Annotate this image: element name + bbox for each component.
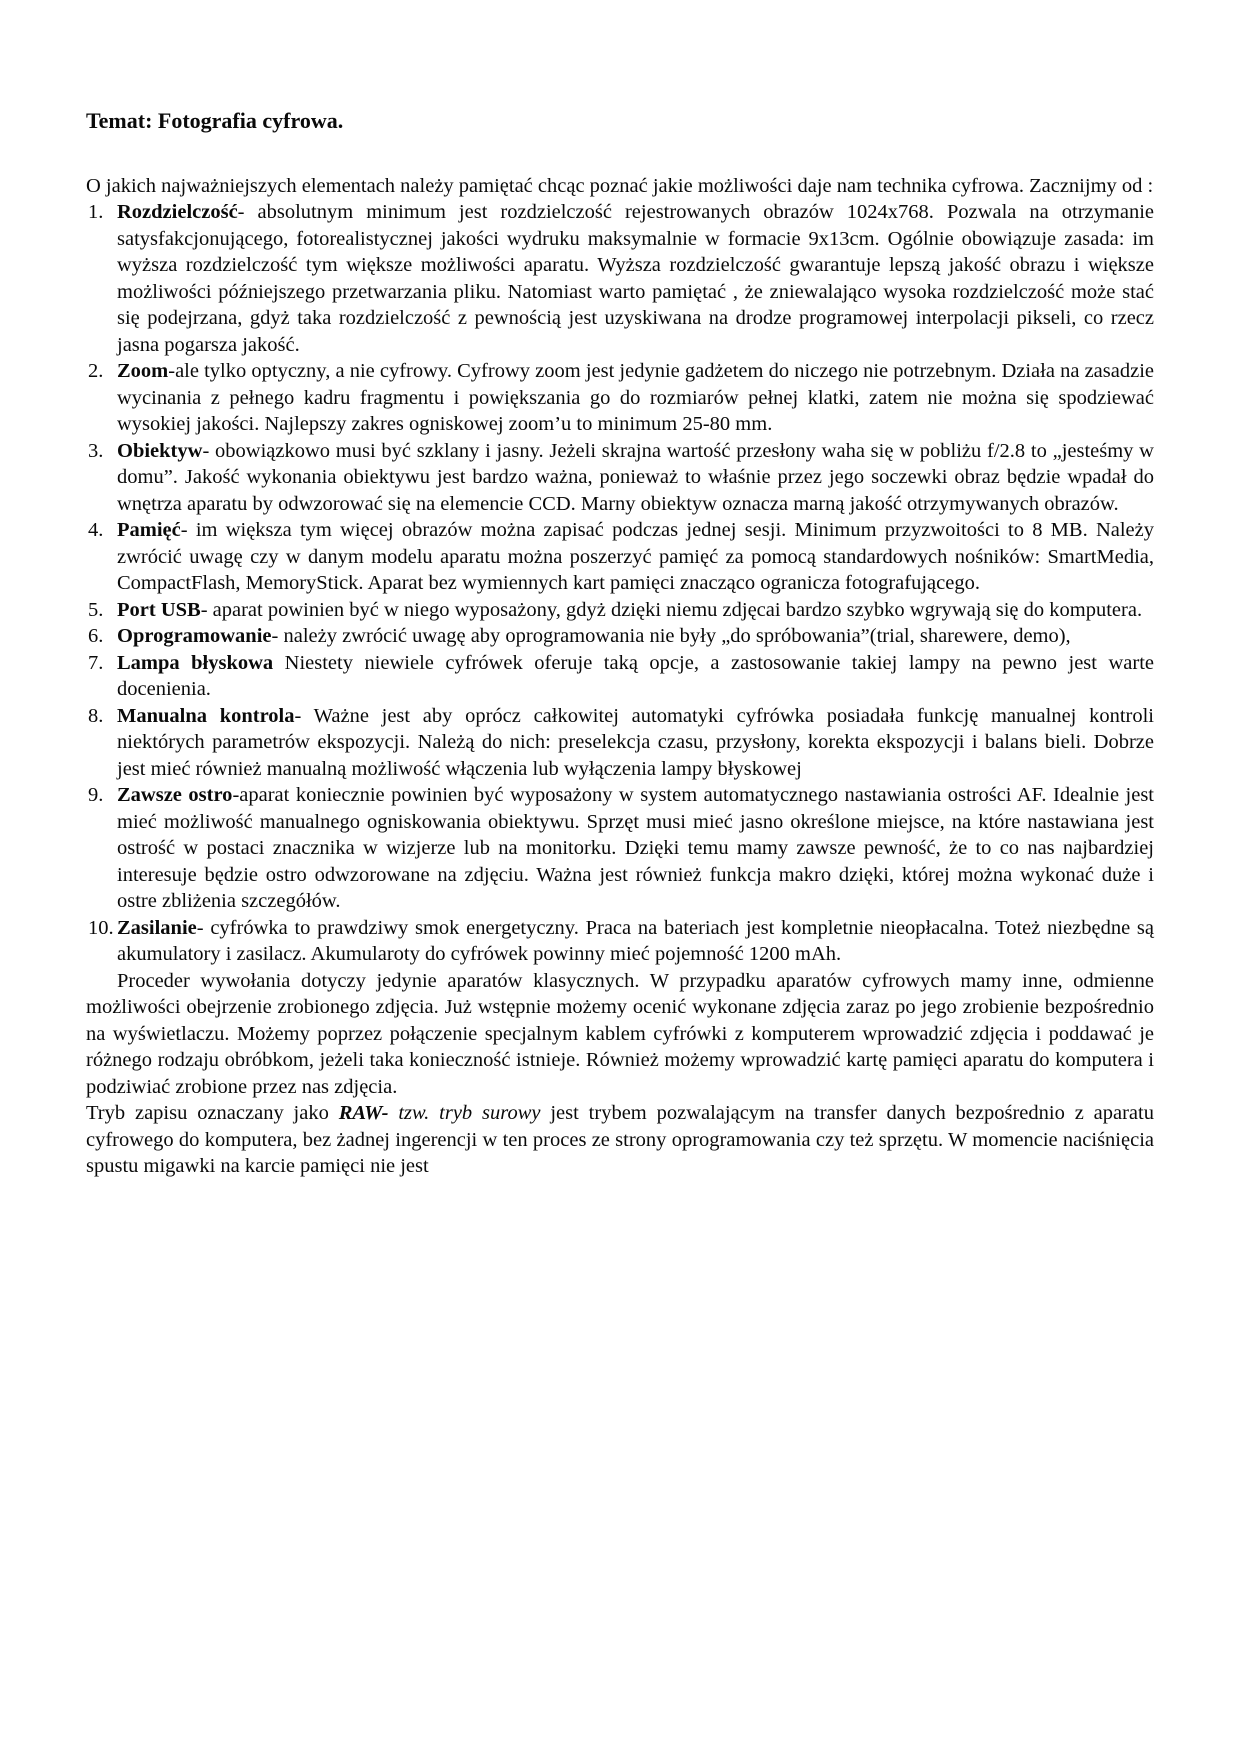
raw-italic-text: tzw. tryb surowy <box>388 1102 541 1124</box>
item-term: Rozdzielczość <box>117 201 238 223</box>
list-item-oprogramowanie <box>86 623 1154 650</box>
item-number: 6. <box>88 625 104 647</box>
item-text: - absolutnym minimum jest rozdzielczość rejestrowanych obrazów 1024x768. Pozwala na otrzymanie satysfakcjonującego, fotorealistycznej jakości wydruku maksymalnie w formacie 9x13cm. Ogólnie obowiązuje zasada: im wyższa rozdzielczość tym większe możliwości aparatu. Wyższa rozdzielczość gwarantuje lepszą jakość obrazu i większe możliwości późniejszego przetwarzania pliku. Natomiast warto pamiętać , że zniewalająco wysoka rozdzielczość może stać się podejrzana, gdyż taka rozdzielczość z pewnością jest uzyskiwana na drodze programowej interpolacji pikseli, co rzecz jasna pogarsza jakość. <box>117 201 1154 356</box>
item-number: 5. <box>88 598 104 621</box>
raw-term: RAW- <box>338 1102 389 1124</box>
list-item-zasilanie <box>86 915 1154 968</box>
item-term: Zoom <box>117 360 169 382</box>
item-number: 8. <box>88 704 104 727</box>
item-number: 3. <box>88 439 104 462</box>
item-text: Niestety niewiele cyfrówek oferuje taką opcje, a zastosowanie takiej lampy na pewno jest warte docenienia. <box>117 651 1154 700</box>
item-term: Obiektyw <box>117 439 203 462</box>
item-number: 4. <box>88 519 104 541</box>
item-term: Lampa błyskowa <box>117 651 274 674</box>
item-text: - Ważne jest aby oprócz całkowitej automatyki cyfrówka posiadała funkcję manualnej kontroli niektórych parametrów ekspozycji. Należą do nich: preselekcja czasu, przysłony, korekta ekspozycji i balans bieli. Dobrze jest mieć również manualną możliwość włączenia lub wyłączenia lampy błyskowej <box>117 704 1154 780</box>
item-text: - aparat powinien być w niego wyposażony, gdyż dzięki niemu zdjęcai bardzo szybko wgrywają się do komputera. <box>200 598 1143 621</box>
list-item-zawsze-ostro <box>86 782 1154 915</box>
item-text: - cyfrówka to prawdziwy smok energetyczny. Praca na bateriach jest kompletnie nieopłacalna. Toteż niezbędne są akumulatory i zasilacz. Akumularoty do cyfrówek powinny mieć pojemność 1200 mAh. <box>117 916 1154 965</box>
list-item-rozdzielczosc <box>86 199 1154 358</box>
paragraph-raw <box>86 1100 1154 1180</box>
list-item-zoom <box>86 358 1154 438</box>
list-item-port-usb <box>86 597 1154 624</box>
item-term: Oprogramowanie <box>117 625 272 647</box>
intro-paragraph: O jakich najważniejszych elementach należy pamiętać chcąc poznać jakie możliwości daje nam technika cyfrowa. Zacznijmy od : <box>86 174 1154 197</box>
paragraph-develop: Proceder wywołania dotyczy jedynie aparatów klasycznych. W przypadku aparatów cyfrowych mamy inne, odmienne możliwości obejrzenie zrobionego zdjęcia. Już wstępnie możemy ocenić wykonane zdjęcia zaraz po jego zrobienie bezpośrednio na wyświetlaczu. Możemy poprzez połączenie specjalnym kablem cyfrówki z komputerem wprowadzić zdjęcia i poddawać je różnego rodzaju obróbkom, jeżeli taka konieczność istnieje. Również możemy wprowadzić kartę pamięci aparatu do komputera i podziwiać zrobione przez nas zdjęcia. <box>86 969 1154 1098</box>
item-text: -ale tylko optyczny, a nie cyfrowy. Cyfrowy zoom jest jedynie gadżetem do niczego nie potrzebnym. Działa na zasadzie wycinania z pełnego kadru fragmentu i powiększania go do rozmiarów pełnej klatki, zatem nie można się spodziewać wysokiej jakości. Najlepszy zakres ogniskowej zoom’u to minimum 25-80 mm. <box>117 360 1154 435</box>
list-item-obiektyw <box>86 438 1154 518</box>
item-text: - obowiązkowo musi być szklany i jasny. Jeżeli skrajna wartość przesłony waha się w pobliżu f/2.8 to „jesteśmy w domu”. Jakość wykonania obiektywu jest bardzo ważna, ponieważ to właśnie przez jego soczewki obraz będzie wpadał do wnętrza aparatu by odwzorować się na elemencie CCD. Marny obiektyw oznacza marną jakość otrzymywanych obrazów. <box>117 439 1154 515</box>
item-text: - należy zwrócić uwagę aby oprogramowania nie były „do spróbowania”(trial, sharewere, demo), <box>271 625 1071 647</box>
item-text: - im większa tym więcej obrazów można zapisać podczas jednej sesji. Minimum przyzwoitości to 8 MB. Należy zwrócić uwagę czy w danym modelu aparatu można poszerzyć pamięć za pomocą standardowych nośników: SmartMedia, CompactFlash, MemoryStick. Aparat bez wymiennych kart pamięci znacząco ogranicza fotografującego. <box>117 519 1154 594</box>
item-term: Zawsze ostro <box>117 784 233 806</box>
item-term: Pamięć <box>117 519 181 541</box>
item-number: 2. <box>88 360 104 382</box>
topics-list <box>86 199 1154 968</box>
raw-pre-text: Tryb zapisu oznaczany jako <box>86 1102 339 1124</box>
item-number: 7. <box>88 651 104 674</box>
item-number: 1. <box>88 201 104 223</box>
item-text: -aparat koniecznie powinien być wyposażony w system automatycznego nastawiania ostrości AF. Idealnie jest mieć możliwość manualnego ogniskowania obiektywu. Sprzęt musi mieć jasno określone miejsce, na które nastawiana jest ostrość w postaci znacznika w wizjerze lub na monitorku. Dzięki temu mamy zawsze pewność, że to co nas najbardziej interesuje będzie ostro odwzorowane na zdjęciu. Ważna jest również funkcja makro dzięki, której można wykonać duże i ostre zbliżenia szczegółów. <box>117 784 1155 912</box>
raw-post-text: jest trybem pozwalającym na transfer danych bezpośrednio z aparatu cyfrowego do komputera, bez żadnej ingerencji w ten proces ze strony oprogramowania czy też sprzętu. W momencie naciśnięcia spustu migawki na karcie pamięci nie jest <box>86 1102 1154 1177</box>
item-term: Port USB <box>117 598 201 621</box>
list-item-lampa-blyskowa <box>86 650 1154 703</box>
item-term: Zasilanie <box>117 916 197 939</box>
document-title: Temat: Fotografia cyfrowa. <box>86 108 344 133</box>
list-item-manualna-kontrola <box>86 703 1154 783</box>
item-number: 9. <box>88 784 104 806</box>
list-item-pamiec <box>86 517 1154 597</box>
item-number: 10. <box>88 916 114 939</box>
item-term: Manualna kontrola <box>117 704 295 727</box>
